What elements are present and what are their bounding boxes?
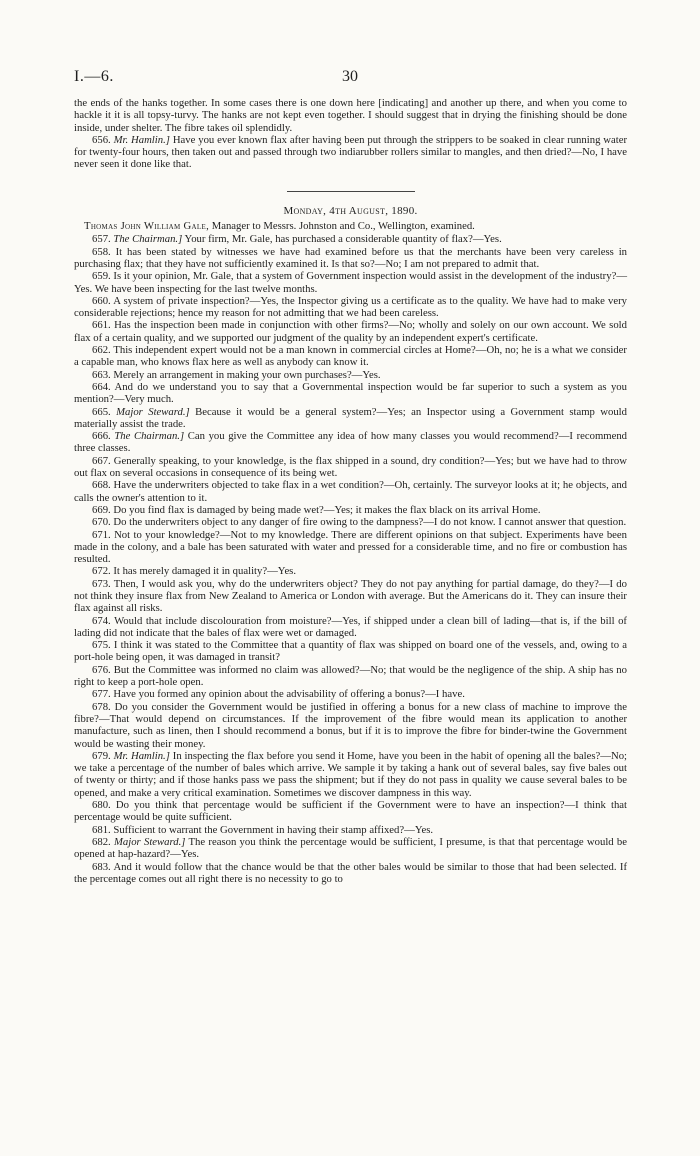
question-number: 677. (92, 688, 111, 701)
question-paragraph (74, 688, 627, 700)
paragraph-text: Has the inspection been made in conjunction with other firms?—No; wholly and solely on our own account. We sold flax of a certain quality, and we supported our judgment of the quality by an independent expert's certificate. (74, 319, 627, 344)
question-number: 680. (92, 799, 111, 812)
paragraph-text: Have the underwriters objected to take flax in a wet condition?—Oh, certainly. The surveyor looks at it; he objects, and calls the owner's attention to it. (74, 479, 628, 504)
speaker-name: The Chairman.] (114, 430, 185, 443)
question-paragraph (74, 664, 627, 689)
speaker-name: Major Steward.] (116, 405, 190, 418)
question-paragraph (74, 578, 627, 615)
question-number: 683. (92, 860, 111, 873)
paragraph-text: Generally speaking, to your knowledge, is the flax shipped in a sound, dry condition?—Yes; but we have had to throw out flax on several occasions in consequence of its being wet. (74, 454, 627, 480)
question-paragraph (74, 529, 627, 566)
question-paragraph (74, 369, 627, 381)
question-number: 663. (92, 368, 111, 381)
paragraph-text: Do the underwriters object to any danger of fire owing to the dampness?—I do not know. I cannot answer that question. (113, 516, 627, 529)
question-number: 678. (92, 700, 111, 713)
question-number: 659. (92, 270, 111, 283)
question-paragraph (74, 504, 627, 516)
question-paragraph (74, 319, 627, 344)
question-paragraph (74, 270, 627, 295)
speaker-name: The Chairman.] (113, 233, 183, 246)
paragraph-text: Is it your opinion, Mr. Gale, that a system of Government inspection would assist in the development of the industry?—Yes. We have been inspecting for the last twelve months. (74, 270, 628, 295)
paragraph-text: Your firm, Mr. Gale, has purchased a considerable quantity of flax?—Yes. (184, 233, 502, 246)
question-number: 676. (92, 663, 111, 676)
question-number: 665. (92, 405, 111, 418)
paragraph-text: I think it was stated to the Committee that a quantity of flax was shipped on board one of the vessels, and, owing to a port-hole being open, it was damaged in transit? (74, 639, 627, 664)
question-number: 656. (92, 133, 111, 146)
witness-description: Manager to Messrs. Johnston and Co., Wellington, examined. (211, 220, 475, 233)
question-number: 666. (92, 430, 111, 443)
paragraph-text: But the Committee was informed no claim was allowed?—No; that would be the negligence of the ship. A ship has no right to keep a port-hole open. (74, 663, 627, 689)
paragraph-text: Then, I would ask you, why do the underwriters object? They do not pay anything for partial damage, do they?—I do not think they insure flax from New Zealand to America or London with average. But the Americans do it. They can insure their flax against all risks. (74, 577, 627, 615)
page-number: 30 (342, 68, 358, 85)
paragraph-text: the ends of the hanks together. In some cases there is one down here [indicating] and another up there, and when you come to hackle it it is all topsy-turvy. The hanks are not kept even together. I should suggest that in drying the finishing should be done inside, under shelter. The fibre takes oil splendidly. (74, 97, 627, 134)
section-divider (287, 191, 415, 192)
question-number: 664. (92, 380, 111, 393)
question-paragraph (74, 516, 627, 528)
question-paragraph (74, 565, 627, 577)
continued-paragraph (74, 97, 627, 134)
question-number: 658. (92, 245, 111, 258)
witness-name: Thomas John William Gale, (84, 220, 210, 233)
paragraph-text: Merely an arrangement in making your own purchases?—Yes. (113, 368, 381, 381)
paragraph-text: Can you give the Committee any idea of how many classes you would recommend?—I recommend three classes. (74, 430, 628, 455)
question-paragraph (74, 344, 627, 369)
question-paragraph (74, 246, 627, 271)
speaker-name: Mr. Hamlin.] (113, 749, 170, 762)
question-paragraph (74, 861, 627, 886)
question-paragraph (74, 701, 627, 750)
paragraph-text: It has merely damaged it in quality?—Yes. (113, 565, 297, 578)
page-body (74, 97, 627, 885)
question-number: 667. (92, 454, 111, 467)
question-paragraph (74, 824, 627, 836)
question-number: 675. (92, 639, 111, 652)
question-number: 668. (92, 479, 111, 492)
testimony-list (74, 233, 627, 885)
paragraph-text: This independent expert would not be a man known in commercial circles at Home?—Oh, no; he is a what we consider a capable man, who knows flax here as well as anybody can know it. (74, 344, 627, 369)
question-number: 673. (92, 577, 111, 590)
date-heading: Monday, 4th August, 1890. (283, 204, 418, 217)
question-paragraph (74, 233, 627, 245)
question-number: 662. (92, 344, 111, 357)
paragraph-text: A system of private inspection?—Yes, the Inspector giving us a certificate as to the quality. We have had to make very considerable rejections; hence my reason for not admitting that we had been careless. (74, 294, 627, 320)
question-number: 679. (92, 749, 111, 762)
question-number: 682. (92, 835, 111, 848)
paragraph-text: And it would follow that the chance would be that the other bales would be similar to those that had been selected. If the percentage comes out all right there is no necessity to go to (74, 860, 628, 885)
question-paragraph (74, 479, 627, 504)
paragraph-text: In inspecting the flax before you send it Home, have you been in the habit of opening all the bales?—No; we take a percentage of the number of bales which arrive. We sample it by taking a hank out of several bales, say five bales out of twenty or thirty; and if those hanks pass we pass the shipment; but if they do not pass in quality we cause several bales to be opened, and make a very critical examination. Sometimes we discover dampness in this way. (74, 749, 628, 799)
paragraph-text: Do you think that percentage would be sufficient if the Government were to have an inspection?—I think that percentage would be quite sufficient. (74, 799, 627, 824)
question-paragraph (74, 430, 627, 455)
paragraph-text: Have you formed any opinion about the advisability of offering a bonus?—I have. (113, 688, 465, 701)
paragraph-text: Not to your knowledge?—Not to my knowledge. There are different opinions on that subject. Experiments have been made in the colony, and a bale has been saturated with water and pressed for a considerable time, and no fire or combustion has resulted. (74, 528, 627, 566)
question-number: 657. (92, 233, 111, 246)
question-paragraph (74, 639, 627, 664)
question-paragraph (74, 381, 627, 406)
question-number: 674. (92, 614, 111, 627)
question-paragraph (74, 799, 627, 824)
speaker-name: Mr. Hamlin.] (113, 133, 170, 146)
question-number: 660. (92, 294, 111, 307)
page-reference: I.—6. (74, 68, 114, 85)
question-number: 669. (92, 503, 111, 516)
question-paragraph (74, 836, 627, 861)
paragraph-text: Do you find flax is damaged by being made wet?—Yes; it makes the flax black on its arrival Home. (113, 503, 541, 516)
paragraph-text: It has been stated by witnesses we have had examined before us that the merchants have been very careless in purchasing flax; that they have not sufficiently examined it. Is that so?—No; I am not prepared to admit that. (74, 245, 628, 270)
paragraph-text: Would that include discolouration from moisture?—Yes, if shipped under a clean bill of lading—that is, if the bill of lading did not indicate that the bales of flax were wet or damaged. (74, 614, 627, 639)
question-paragraph (74, 455, 627, 480)
paragraph-text: Because it would be a general system?—Yes; an Inspector using a Government stamp would materially assist the trade. (74, 405, 627, 430)
question-paragraph (74, 406, 627, 431)
speaker-name: Major Steward.] (113, 835, 186, 848)
witness-line (74, 220, 627, 232)
question-paragraph (74, 295, 627, 320)
question-number: 661. (92, 319, 111, 332)
paragraph-text: The reason you think the percentage would be sufficient, I presume, is that that percentage would be opened at hap-hazard?—Yes. (74, 835, 627, 861)
question-paragraph (74, 134, 627, 171)
question-number: 672. (92, 565, 111, 578)
question-paragraph (74, 750, 627, 799)
paragraph-text: And do we understand you to say that a Governmental inspection would be far superior to such a system as you mention?—Very much. (74, 380, 627, 406)
paragraph-text: Have you ever known flax after having been put through the strippers to be soaked in clear running water for twenty-four hours, then taken out and passed through two indiarubber rollers similar to mangles, and then dried?—No, I have never seen it done like that. (74, 133, 628, 171)
question-number: 671. (92, 528, 111, 541)
page-header (74, 68, 626, 88)
question-number: 670. (92, 516, 111, 529)
question-paragraph (74, 615, 627, 640)
question-number: 681. (92, 823, 111, 836)
paragraph-text: Sufficient to warrant the Government in having their stamp affixed?—Yes. (113, 823, 434, 836)
paragraph-text: Do you consider the Government would be justified in offering a bonus for a new class of machine to improve the fibre?—That would depend on circumstances. If the improvement of the fibre would mean its application to another manufacture, such as linen, then I should recommend a bonus, but if it is to improve the fibre for binder-twine the Government would be wasting their money. (74, 700, 627, 750)
